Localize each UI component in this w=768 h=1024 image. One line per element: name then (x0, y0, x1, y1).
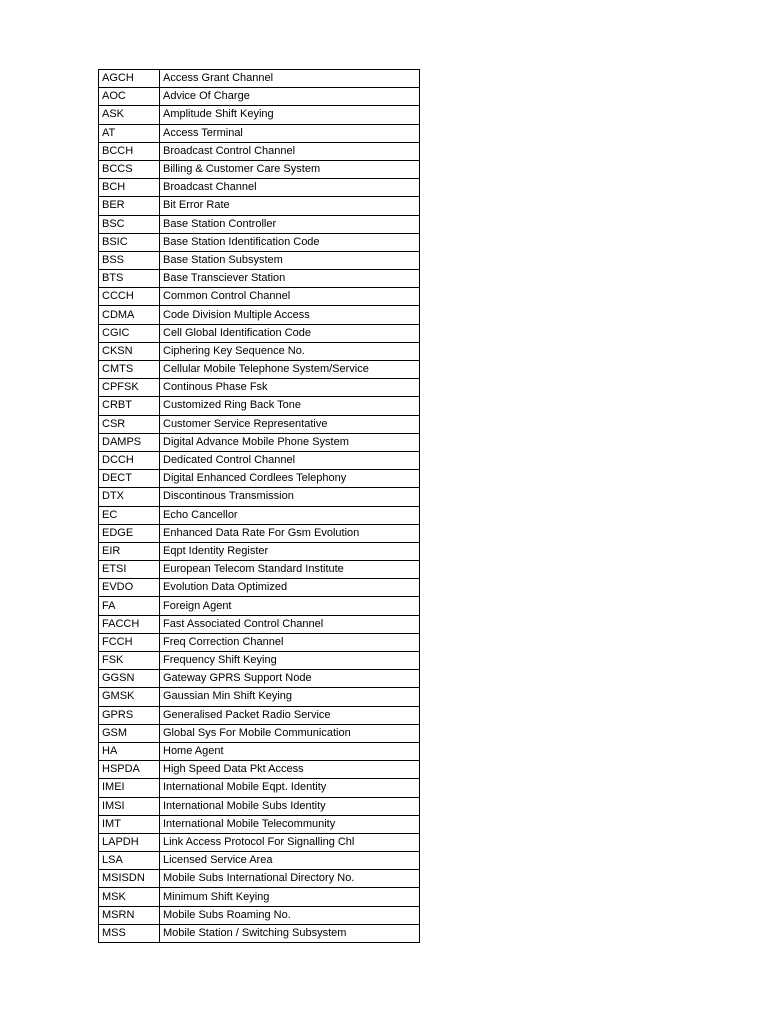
abbreviation-cell: AOC (99, 88, 160, 106)
table-row (99, 615, 420, 633)
abbreviation-cell: CCCH (99, 288, 160, 306)
abbreviation-cell: IMEI (99, 779, 160, 797)
full-form-cell: Enhanced Data Rate For Gsm Evolution (160, 524, 420, 542)
full-form-cell: Freq Correction Channel (160, 633, 420, 651)
table-row (99, 397, 420, 415)
full-form-cell: Base Transciever Station (160, 270, 420, 288)
abbreviation-cell: CMTS (99, 361, 160, 379)
table-row (99, 779, 420, 797)
table-row (99, 579, 420, 597)
full-form-cell: Broadcast Control Channel (160, 142, 420, 160)
table-row (99, 742, 420, 760)
abbreviation-cell: GGSN (99, 670, 160, 688)
full-form-cell: Bit Error Rate (160, 197, 420, 215)
abbreviation-cell: IMSI (99, 797, 160, 815)
table-row (99, 524, 420, 542)
full-form-cell: Minimum Shift Keying (160, 888, 420, 906)
full-form-cell: Advice Of Charge (160, 88, 420, 106)
table-row (99, 870, 420, 888)
table-row (99, 906, 420, 924)
abbreviation-cell: MSISDN (99, 870, 160, 888)
table-row (99, 924, 420, 942)
table-row (99, 306, 420, 324)
table-row (99, 561, 420, 579)
full-form-cell: Digital Enhanced Cordlees Telephony (160, 470, 420, 488)
table-row (99, 342, 420, 360)
table-row (99, 433, 420, 451)
full-form-cell: Digital Advance Mobile Phone System (160, 433, 420, 451)
abbreviation-cell: MSS (99, 924, 160, 942)
full-form-cell: Licensed Service Area (160, 852, 420, 870)
full-form-cell: Cell Global Identification Code (160, 324, 420, 342)
abbreviation-cell: BCCH (99, 142, 160, 160)
table-row (99, 233, 420, 251)
abbreviation-cell: AT (99, 124, 160, 142)
abbreviation-cell: FCCH (99, 633, 160, 651)
abbreviation-cell: CDMA (99, 306, 160, 324)
full-form-cell: International Mobile Eqpt. Identity (160, 779, 420, 797)
table-row (99, 724, 420, 742)
abbreviation-cell: FSK (99, 652, 160, 670)
full-form-cell: High Speed Data Pkt Access (160, 761, 420, 779)
abbreviation-cell: HSPDA (99, 761, 160, 779)
abbreviation-cell: DTX (99, 488, 160, 506)
full-form-cell: Mobile Subs International Directory No. (160, 870, 420, 888)
table-row (99, 106, 420, 124)
abbreviation-cell: DAMPS (99, 433, 160, 451)
table-row (99, 797, 420, 815)
table-row (99, 415, 420, 433)
full-form-cell: Continous Phase Fsk (160, 379, 420, 397)
abbreviation-cell: BCH (99, 179, 160, 197)
table-row (99, 688, 420, 706)
table-row (99, 633, 420, 651)
abbreviation-cell: CSR (99, 415, 160, 433)
table-row (99, 160, 420, 178)
abbreviation-table-body (99, 70, 420, 943)
table-row (99, 142, 420, 160)
table-row (99, 324, 420, 342)
full-form-cell: Link Access Protocol For Signalling Chl (160, 833, 420, 851)
abbreviation-cell: FACCH (99, 615, 160, 633)
abbreviation-cell: CPFSK (99, 379, 160, 397)
abbreviation-cell: EDGE (99, 524, 160, 542)
table-row (99, 652, 420, 670)
full-form-cell: Fast Associated Control Channel (160, 615, 420, 633)
table-row (99, 670, 420, 688)
table-row (99, 70, 420, 88)
abbreviation-cell: GSM (99, 724, 160, 742)
abbreviation-cell: EVDO (99, 579, 160, 597)
full-form-cell: International Mobile Subs Identity (160, 797, 420, 815)
full-form-cell: Frequency Shift Keying (160, 652, 420, 670)
table-row (99, 251, 420, 269)
table-row (99, 379, 420, 397)
full-form-cell: Dedicated Control Channel (160, 451, 420, 469)
table-row (99, 197, 420, 215)
full-form-cell: Customer Service Representative (160, 415, 420, 433)
abbreviation-cell: CGIC (99, 324, 160, 342)
full-form-cell: Billing & Customer Care System (160, 160, 420, 178)
abbreviation-cell: BSC (99, 215, 160, 233)
full-form-cell: Cellular Mobile Telephone System/Service (160, 361, 420, 379)
table-row (99, 451, 420, 469)
abbreviation-cell: BER (99, 197, 160, 215)
full-form-cell: Customized Ring Back Tone (160, 397, 420, 415)
abbreviation-cell: FA (99, 597, 160, 615)
abbreviation-cell: BSS (99, 251, 160, 269)
full-form-cell: International Mobile Telecommunity (160, 815, 420, 833)
abbreviation-cell: HA (99, 742, 160, 760)
table-row (99, 88, 420, 106)
full-form-cell: Discontinous Transmission (160, 488, 420, 506)
abbreviation-cell: IMT (99, 815, 160, 833)
full-form-cell: Evolution Data Optimized (160, 579, 420, 597)
table-row (99, 761, 420, 779)
full-form-cell: Mobile Station / Switching Subsystem (160, 924, 420, 942)
abbreviation-cell: ASK (99, 106, 160, 124)
abbreviation-cell: BTS (99, 270, 160, 288)
table-row (99, 179, 420, 197)
table-row (99, 815, 420, 833)
abbreviation-cell: ETSI (99, 561, 160, 579)
table-row (99, 888, 420, 906)
full-form-cell: Amplitude Shift Keying (160, 106, 420, 124)
abbreviation-table (98, 69, 420, 943)
table-row (99, 597, 420, 615)
abbreviation-cell: LAPDH (99, 833, 160, 851)
abbreviation-cell: MSRN (99, 906, 160, 924)
full-form-cell: Access Grant Channel (160, 70, 420, 88)
full-form-cell: Common Control Channel (160, 288, 420, 306)
table-row (99, 706, 420, 724)
abbreviation-cell: CKSN (99, 342, 160, 360)
abbreviation-cell: DECT (99, 470, 160, 488)
table-row (99, 852, 420, 870)
abbreviation-cell: EC (99, 506, 160, 524)
table-row (99, 470, 420, 488)
abbreviation-cell: AGCH (99, 70, 160, 88)
table-row (99, 215, 420, 233)
table-row (99, 288, 420, 306)
full-form-cell: Mobile Subs Roaming No. (160, 906, 420, 924)
full-form-cell: Base Station Controller (160, 215, 420, 233)
full-form-cell: European Telecom Standard Institute (160, 561, 420, 579)
full-form-cell: Foreign Agent (160, 597, 420, 615)
abbreviation-cell: BSIC (99, 233, 160, 251)
table-row (99, 833, 420, 851)
abbreviation-cell: EIR (99, 542, 160, 560)
full-form-cell: Eqpt Identity Register (160, 542, 420, 560)
full-form-cell: Gateway GPRS Support Node (160, 670, 420, 688)
table-row (99, 361, 420, 379)
abbreviation-cell: CRBT (99, 397, 160, 415)
full-form-cell: Global Sys For Mobile Communication (160, 724, 420, 742)
abbreviation-cell: BCCS (99, 160, 160, 178)
table-row (99, 488, 420, 506)
full-form-cell: Gaussian Min Shift Keying (160, 688, 420, 706)
abbreviation-cell: MSK (99, 888, 160, 906)
abbreviation-cell: LSA (99, 852, 160, 870)
full-form-cell: Home Agent (160, 742, 420, 760)
abbreviation-cell: GMSK (99, 688, 160, 706)
table-row (99, 270, 420, 288)
full-form-cell: Access Terminal (160, 124, 420, 142)
abbreviation-cell: GPRS (99, 706, 160, 724)
full-form-cell: Generalised Packet Radio Service (160, 706, 420, 724)
full-form-cell: Base Station Subsystem (160, 251, 420, 269)
full-form-cell: Broadcast Channel (160, 179, 420, 197)
table-row (99, 542, 420, 560)
full-form-cell: Code Division Multiple Access (160, 306, 420, 324)
full-form-cell: Base Station Identification Code (160, 233, 420, 251)
abbreviation-cell: DCCH (99, 451, 160, 469)
table-row (99, 124, 420, 142)
full-form-cell: Echo Cancellor (160, 506, 420, 524)
table-row (99, 506, 420, 524)
full-form-cell: Ciphering Key Sequence No. (160, 342, 420, 360)
